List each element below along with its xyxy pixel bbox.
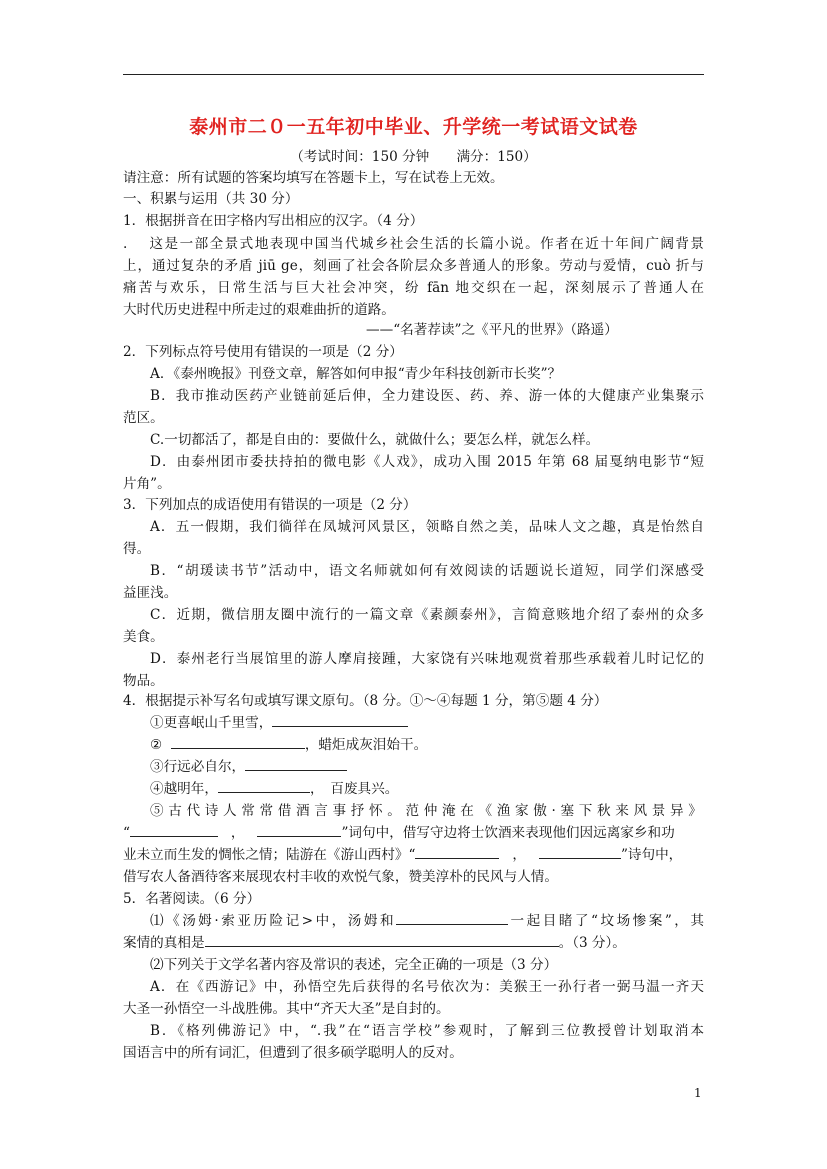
- q4-item-1: ①更喜岷山千里雪，: [150, 712, 408, 734]
- q2-option-d-cont: 片角”。: [123, 476, 171, 492]
- q3-option-a: A．五一假期，我们徜徉在凤城河风景区，领略自然之美，品味人文之趣，真是怡然自: [150, 519, 704, 535]
- q3-option-c: C．近期，微信朋友圈中流行的一篇文章《素颜泰州》，言简意赅地介绍了泰州的众多: [150, 607, 704, 623]
- q1-stem: 1．根据拼音在田字格内写出相应的汉字。（4 分）: [123, 213, 424, 229]
- q2-option-b: B．我市推动医药产业链前延后伸，全力建设医、药、养、游一体的大健康产业集聚示: [150, 388, 704, 404]
- page-number: 1: [694, 1086, 702, 1100]
- q4-item-5: ⑤古代诗人常常借酒言事抒怀。范仲淹在《渔家傲·塞下秋来风景异》: [150, 803, 704, 819]
- q5-option-b: B．《格列佛游记》中，“.我”在“语言学校”参观时，了解到三位教授曾计划取消本: [150, 1023, 704, 1039]
- q1-passage-line: 上，通过复杂的矛盾 jiū ge，刻画了社会各阶层众多普通人的形象。劳动与爱情，cuò 折与: [123, 258, 704, 274]
- q4-item-3: ③行远必自尔，: [150, 756, 347, 778]
- q4-stem: 4．根据提示补写名句或填写课文原句。（8 分。①～④每题 1 分，第⑤题 4 分）: [123, 693, 608, 709]
- q4-item-4: ④越明年， ， 百废具兴。: [150, 778, 398, 800]
- q1-source: ——“名著荐读”之《平凡的世界》（路遥）: [366, 322, 618, 338]
- q2-option-c: C.一切都活了，都是自由的：要做什么，就做什么；要怎么样，就怎么样。: [150, 432, 600, 448]
- q5-part-1: ⑴《汤姆·索亚历险记>中，汤姆和 一起目睹了“坟场惨案”，其: [150, 910, 704, 932]
- q5-part-2: ⑵下列关于文学名著内容及常识的表述，完全正确的一项是（3 分）: [150, 957, 558, 973]
- q3-stem: 3．下列加点的成语使用有错误的一项是（2 分）: [123, 497, 417, 513]
- q5-option-b-cont: 国语言中的所有词汇，但遭到了很多硕学聪明人的反对。: [123, 1045, 463, 1061]
- q3-option-b: B．“胡瑗读书节”活动中，语文名师就如何有效阅读的话题说长道短，同学们深感受: [150, 563, 704, 579]
- answer-blank[interactable]: [272, 712, 408, 727]
- answer-blank[interactable]: [218, 778, 310, 793]
- q5-option-a-cont: 大圣一孙悟空一斗战胜佛。其中“齐天大圣”是自封的。: [123, 1001, 450, 1017]
- answer-blank[interactable]: [245, 756, 347, 771]
- q1-passage-line: 痛苦与欢乐，日常生活与巨大社会冲突，纷 fān 地交织在一起，深刻展示了普通人在: [123, 280, 704, 296]
- answer-blank[interactable]: [539, 844, 621, 859]
- page-title: 泰州市二０一五年初中毕业、升学统一考试语文试卷: [189, 116, 638, 138]
- q2-option-b-cont: 范区。: [123, 410, 164, 426]
- q1-passage-line: 大时代历史进程中所走过的艰难曲折的道路。: [123, 302, 395, 318]
- q5-option-a: A．在《西游记》中，孙悟空先后获得的名号依次为：美猴王一孙行者一弼马温一齐天: [150, 979, 704, 995]
- answer-blank[interactable]: [257, 822, 341, 837]
- header-rule: [123, 74, 704, 75]
- answer-blank[interactable]: [171, 734, 305, 749]
- q3-option-d: D．泰州老行当展馆里的游人摩肩接踵，大家饶有兴味地观赏着那些承载着儿时记忆的: [150, 651, 704, 667]
- notice: 请注意：所有试题的答案均填写在答题卡上，写在试卷上无效。: [123, 170, 504, 186]
- q4-item-2: ② ，蜡炬成灰泪始干。: [150, 734, 427, 756]
- q2-stem: 2．下列标点符号使用有错误的一项是（2 分）: [123, 344, 403, 360]
- answer-blank[interactable]: [130, 822, 218, 837]
- q5-part-1-cont: 案情的真相是 。（3 分）。: [123, 932, 626, 954]
- answer-blank[interactable]: [396, 910, 508, 925]
- q1-passage-line: . 这是一部全景式地表现中国当代城乡社会生活的长篇小说。作者在近十年间广阔背景: [123, 236, 704, 252]
- q4-item-5-line4: 借写农人备酒待客来展现农村丰收的欢悦气象，赞美淳朴的民风与人情。: [123, 869, 558, 885]
- q3-option-d-cont: 物品。: [123, 673, 164, 689]
- q3-option-a-cont: 得。: [123, 541, 151, 557]
- answer-blank[interactable]: [205, 932, 559, 947]
- q5-stem: 5．名著阅读。（6 分）: [123, 891, 261, 907]
- q4-item-5-line3: 业未立而生发的惆怅之情；陆游在《游山西村》“ ， ”诗句中，: [123, 844, 682, 866]
- q3-option-c-cont: 美食。: [123, 629, 164, 645]
- exam-info: （考试时间：150 分钟 满分：150）: [290, 149, 537, 165]
- answer-blank[interactable]: [415, 844, 499, 859]
- q4-item-5-line2: “ ， ”词句中，借写守边将士饮酒来表现他们因远离家乡和功: [123, 822, 675, 844]
- q2-option-a: A．《泰州晚报》刊登文章，解答如何申报“青少年科技创新市长奖”？: [150, 366, 562, 382]
- section-heading: 一、积累与运用（共 30 分）: [123, 191, 299, 207]
- q2-option-d: D．由泰州团市委扶持拍的微电影《人戏》，成功入围 2015 年第 68 届戛纳电影节“短: [150, 454, 704, 470]
- q3-option-b-cont: 益匪浅。: [123, 585, 178, 601]
